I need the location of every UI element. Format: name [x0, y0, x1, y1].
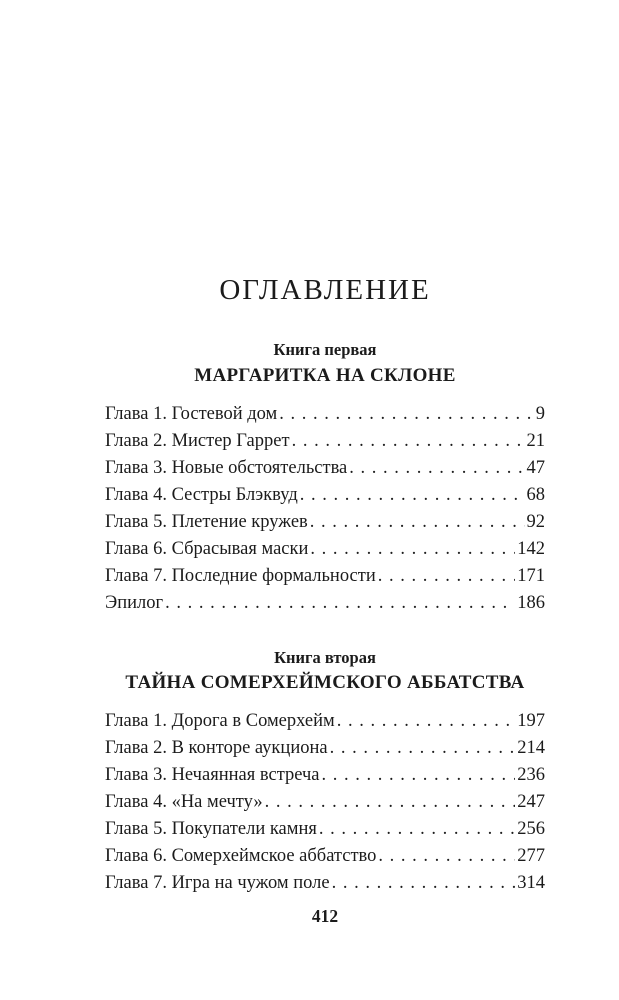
entry-title: Глава 2. Мистер Гаррет [105, 430, 290, 451]
entry-page: 68 [526, 484, 545, 505]
dot-leader [322, 762, 516, 789]
book-two-label: Книга вторая [274, 647, 376, 667]
dot-leader [292, 428, 525, 455]
entry-page: 197 [517, 711, 545, 731]
entry-page: 171 [517, 565, 545, 586]
entry-title: Глава 4. «На мечту» [105, 792, 263, 812]
dot-leader [279, 401, 533, 428]
toc-entry [105, 509, 545, 536]
toc-entry [105, 428, 545, 455]
toc-entry [105, 590, 545, 617]
toc-entry [105, 536, 545, 563]
dot-leader [310, 509, 525, 536]
dot-leader [349, 455, 524, 482]
dot-leader [337, 708, 516, 735]
entry-title: Глава 1. Дорога в Сомерхейм [105, 711, 335, 731]
entry-page: 256 [517, 819, 545, 839]
entry-page: 21 [526, 430, 545, 451]
book-one-entries [105, 401, 545, 617]
entry-page: 9 [535, 403, 545, 424]
entry-page: 277 [517, 846, 545, 866]
entry-title: Глава 5. Покупатели камня [105, 819, 317, 839]
entry-title: Глава 1. Гостевой дом [105, 403, 278, 424]
dot-leader [165, 590, 515, 617]
entry-title: Глава 4. Сестры Блэквуд [105, 484, 298, 505]
toc-entry [105, 762, 545, 789]
book-two-section [105, 647, 545, 898]
book-two-heading [105, 647, 545, 693]
entry-title: Глава 5. Плетение кружев [105, 511, 308, 532]
book-one-title: МАРГАРИТКА НА СКЛОНЕ [194, 364, 456, 386]
toc-entry [105, 816, 545, 843]
dot-leader [378, 563, 516, 590]
entry-page: 142 [517, 538, 545, 559]
entry-page: 247 [517, 792, 545, 812]
book-one-heading [105, 342, 545, 385]
entry-title: Глава 3. Нечаянная встреча [105, 765, 320, 785]
toc-entry [105, 708, 545, 735]
toc-entry [105, 482, 545, 509]
entry-title: Глава 7. Игра на чужом поле [105, 873, 330, 893]
entry-title: Глава 6. Сбрасывая маски [105, 538, 309, 559]
entry-title: Эпилог [105, 592, 164, 613]
toc-entry [105, 789, 545, 816]
dot-leader [310, 536, 515, 563]
book-one-label: Книга первая [273, 340, 377, 359]
entry-page: 314 [517, 873, 545, 893]
entry-title: Глава 2. В конторе аукциона [105, 738, 328, 758]
entry-page: 92 [526, 511, 545, 532]
page-title: ОГЛАВЛЕНИЕ [219, 274, 431, 306]
toc-entry [105, 455, 545, 482]
running-page-number: 412 [311, 906, 339, 926]
toc-entry [105, 870, 545, 897]
dot-leader [332, 870, 516, 897]
book-two-entries [105, 708, 545, 897]
entry-title: Глава 7. Последние формальности [105, 565, 376, 586]
entry-page: 214 [517, 738, 545, 758]
toc-entry [105, 735, 545, 762]
dot-leader [265, 789, 516, 816]
book-one-section [105, 342, 545, 617]
entry-page: 47 [526, 457, 545, 478]
toc-entry [105, 563, 545, 590]
entry-title: Глава 6. Сомерхеймское аббатство [105, 846, 377, 866]
dot-leader [319, 816, 515, 843]
toc-entry [105, 401, 545, 428]
dot-leader [330, 735, 516, 762]
toc-entry [105, 843, 545, 870]
dot-leader [300, 482, 525, 509]
entry-page: 186 [517, 592, 545, 613]
book-two-title: ТАЙНА СОМЕРХЕЙМСКОГО АББАТСТВА [125, 672, 525, 693]
entry-page: 236 [517, 765, 545, 785]
dot-leader [378, 843, 515, 870]
entry-title: Глава 3. Новые обстоятельства [105, 457, 348, 478]
